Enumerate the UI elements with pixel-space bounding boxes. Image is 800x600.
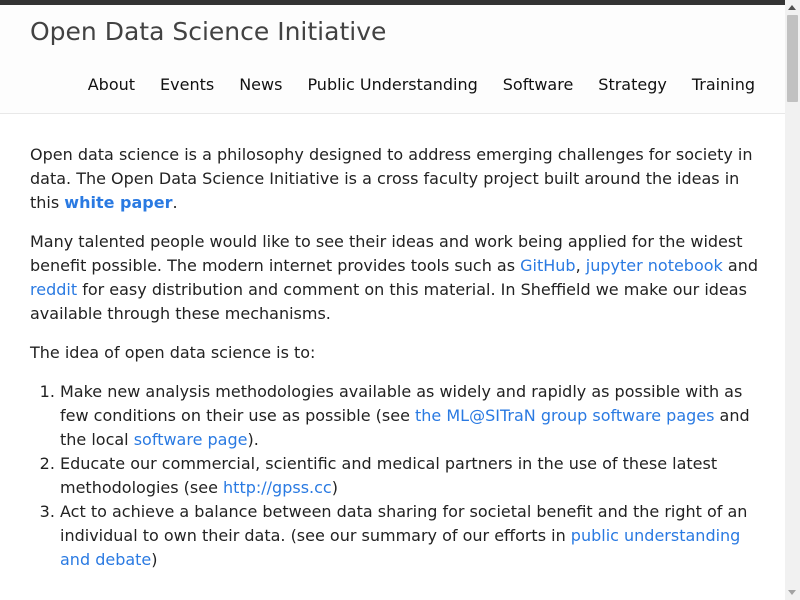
list-item <box>60 500 760 572</box>
goals-list <box>30 380 760 572</box>
list-item <box>60 452 760 500</box>
goal-1-text-2: and the local <box>60 406 750 449</box>
tools-paragraph <box>30 230 760 326</box>
main-content <box>30 143 760 587</box>
nav-news[interactable]: News <box>239 75 283 94</box>
goal-2-text-2: ) <box>331 478 338 497</box>
scroll-down-arrow-icon[interactable] <box>788 590 796 595</box>
scroll-thumb[interactable] <box>787 15 798 102</box>
goal-1-text-3: ). <box>247 430 259 449</box>
tools-text-3: and <box>722 256 758 275</box>
scroll-up-arrow-icon[interactable] <box>788 5 796 10</box>
nav-public-understanding[interactable]: Public Understanding <box>307 75 478 94</box>
vertical-scrollbar[interactable] <box>785 0 800 600</box>
intro-text-end: . <box>172 193 178 212</box>
intro-paragraph <box>30 143 760 215</box>
tools-text-2: , <box>575 256 586 275</box>
idea-paragraph: The idea of open data science is to: <box>30 343 316 362</box>
software-page-link[interactable]: software page <box>133 430 248 449</box>
goal-3-text-2: ) <box>151 550 158 569</box>
goal-1-text-1: Make new analysis methodologies available as widely and rapidly as possible with as few conditions on their use as possible (see <box>60 382 743 425</box>
site-nav <box>88 75 755 95</box>
goal-3-text-1: Act to achieve a balance between data sharing for societal benefit and the right of an individual to own their data. (see our summary of our efforts in <box>60 502 748 545</box>
tools-text-4: for easy distribution and comment on this material. In Sheffield we make our ideas available through these mechanisms. <box>30 280 747 323</box>
site-title[interactable]: Open Data Science Initiative <box>30 17 387 46</box>
tools-text-1: Many talented people would like to see their ideas and work being applied for the widest benefit possible. The modern internet provides tools such as <box>30 232 743 275</box>
nav-software[interactable]: Software <box>502 75 574 94</box>
mlsitran-software-link[interactable]: the ML@SITraN group software pages <box>415 406 715 425</box>
gpss-link[interactable]: http://gpss.cc <box>223 478 332 497</box>
github-link[interactable]: GitHub <box>520 256 576 275</box>
intro-text: Open data science is a philosophy designed to address emerging challenges for society in data. The Open Data Science Initiative is a cross faculty project built around the ideas in this <box>30 145 753 212</box>
white-paper-link[interactable]: white paper <box>64 193 173 212</box>
nav-training[interactable]: Training <box>691 75 755 94</box>
nav-strategy[interactable]: Strategy <box>598 75 667 94</box>
site-header <box>0 5 785 114</box>
reddit-link[interactable]: reddit <box>30 280 78 299</box>
list-item <box>60 380 760 452</box>
nav-events[interactable]: Events <box>160 75 215 94</box>
goal-2-text-1: Educate our commercial, scientific and medical partners in the use of these latest methodologies (see <box>60 454 718 497</box>
nav-about[interactable]: About <box>87 75 136 94</box>
jupyter-notebook-link[interactable]: jupyter notebook <box>585 256 723 275</box>
public-understanding-link[interactable]: public understanding and debate <box>60 526 741 569</box>
